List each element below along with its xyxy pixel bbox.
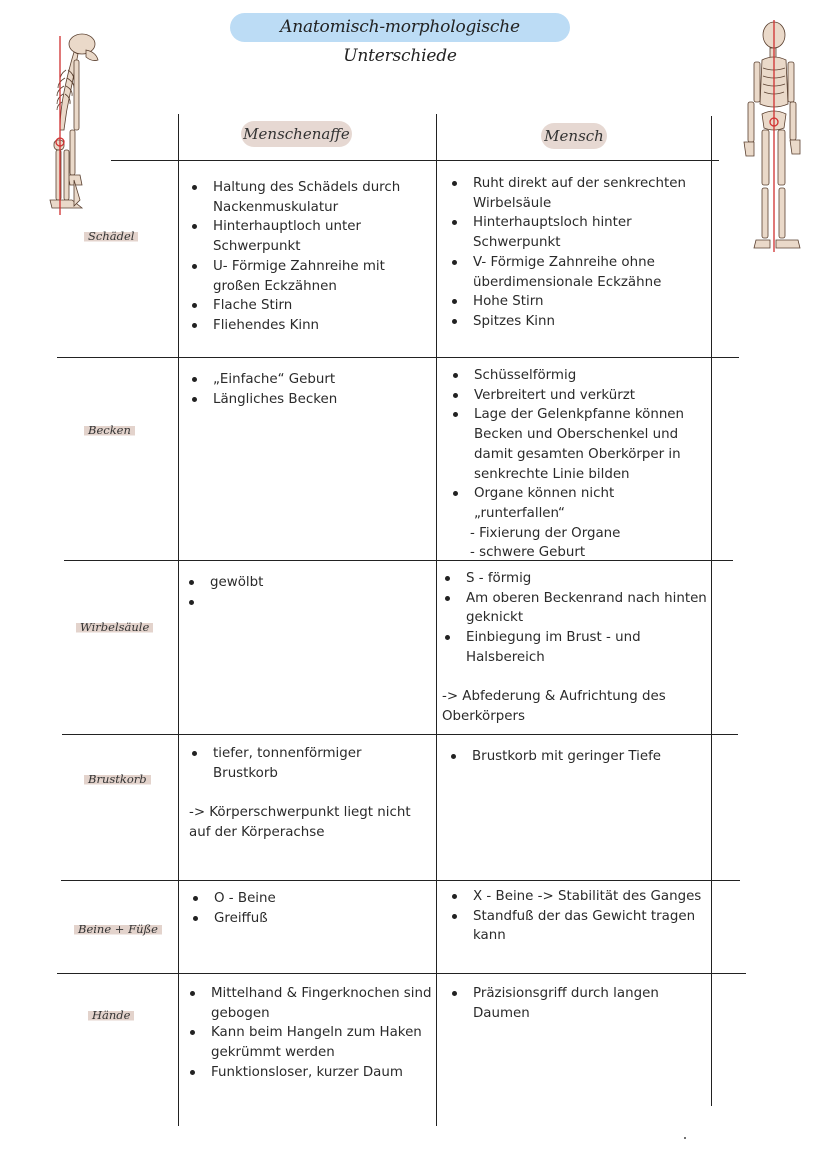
list-item: Spitzes Kinn xyxy=(449,312,704,332)
column-header-human: Mensch xyxy=(541,123,607,149)
row-label-wirbelsaeule: Wirbelsäule xyxy=(76,619,153,635)
list-item: gewölbt xyxy=(186,573,426,593)
cell-schaedel-ape xyxy=(189,178,429,336)
sub-item: - Fixierung der Organe xyxy=(470,525,621,541)
list-item: Greiffuß xyxy=(190,909,428,929)
stray-mark xyxy=(684,1137,686,1139)
row-divider xyxy=(61,880,740,881)
row-divider xyxy=(111,160,719,161)
conclusion-note: -> Abfederung & Aufrichtung des Oberkörpers xyxy=(442,689,666,724)
list-item: Einbiegung im Brust - und Halsbereich xyxy=(442,628,708,667)
list-item: Funktionsloser, kurzer Daum xyxy=(187,1063,433,1083)
row-divider xyxy=(57,357,739,358)
cell-brustkorb-ape xyxy=(189,744,429,843)
cell-haende-human xyxy=(449,984,699,1023)
list-item: Längliches Becken xyxy=(189,390,429,410)
cell-brustkorb-human xyxy=(448,747,706,767)
page-title: Anatomisch-morphologische Unterschiede xyxy=(230,13,570,42)
list-item: X - Beine -> Stabilität des Ganges xyxy=(449,887,707,907)
cell-becken-ape xyxy=(189,370,429,409)
cell-beine-ape xyxy=(190,889,428,928)
row-divider xyxy=(62,734,738,735)
list-item: Präzisionsgriff durch langen Daumen xyxy=(449,984,699,1023)
cell-haende-ape xyxy=(187,984,433,1083)
list-item: Verbreitert und verkürzt xyxy=(450,386,708,406)
row-label-beine-fuesse: Beine + Füße xyxy=(74,921,162,937)
list-item: „Einfache“ Geburt xyxy=(189,370,429,390)
table-line-right xyxy=(711,116,712,1106)
list-item: Brustkorb mit geringer Tiefe xyxy=(448,747,706,767)
list-item: Kann beim Hangeln zum Haken gekrümmt werden xyxy=(187,1023,433,1062)
row-label-brustkorb: Brustkorb xyxy=(84,771,151,787)
ape-skeleton-illustration xyxy=(24,30,114,220)
table-line-middle xyxy=(436,114,437,1126)
list-item: Am oberen Beckenrand nach hinten geknickt xyxy=(442,589,708,628)
cell-wirbelsaeule-human xyxy=(442,569,708,727)
conclusion-note: -> Körperschwerpunkt liegt nicht auf der Körperachse xyxy=(189,805,411,840)
human-skeleton-illustration xyxy=(738,18,808,254)
cell-schaedel-human xyxy=(449,174,704,332)
cell-beine-human xyxy=(449,887,707,946)
row-label-haende: Hände xyxy=(88,1007,134,1023)
list-item: V- Förmige Zahnreihe ohne überdimensionale Eckzähne xyxy=(449,253,704,292)
list-item: Hinterhauptloch unter Schwerpunkt xyxy=(189,217,429,256)
list-item: Mittelhand & Fingerknochen sind gebogen xyxy=(187,984,433,1023)
list-item: Hohe Stirn xyxy=(449,292,704,312)
list-item: Organe können nicht „runterfallen“ xyxy=(450,484,708,523)
list-item: S - förmig xyxy=(442,569,708,589)
column-header-ape: Menschenaffe xyxy=(241,121,352,147)
row-label-schaedel: Schädel xyxy=(84,228,138,244)
list-item: tiefer, tonnenförmiger Brustkorb xyxy=(189,744,429,783)
list-item: Lage der Gelenkpfanne können Becken und Oberschenkel und damit gesamten Oberkörper in senkrechte Linie bilden xyxy=(450,405,708,484)
list-item: Standfuß der das Gewicht tragen kann xyxy=(449,907,707,946)
list-item: Flache Stirn xyxy=(189,296,429,316)
list-item: O - Beine xyxy=(190,889,428,909)
table-line-left xyxy=(178,114,179,1126)
list-item: Schüsselförmig xyxy=(450,366,708,386)
cell-wirbelsaeule-ape xyxy=(186,573,426,612)
list-item: Hinterhauptsloch hinter Schwerpunkt xyxy=(449,213,704,252)
row-label-becken: Becken xyxy=(84,422,135,438)
list-item: U- Förmige Zahnreihe mit großen Eckzähnen xyxy=(189,257,429,296)
list-item: Fliehendes Kinn xyxy=(189,316,429,336)
sub-item: - schwere Geburt xyxy=(470,545,586,561)
list-item: Haltung des Schädels durch Nackenmuskulatur xyxy=(189,178,429,217)
row-divider xyxy=(57,973,746,974)
list-item xyxy=(186,593,426,613)
list-item: Ruht direkt auf der senkrechten Wirbelsäule xyxy=(449,174,704,213)
cell-becken-human xyxy=(450,366,708,563)
